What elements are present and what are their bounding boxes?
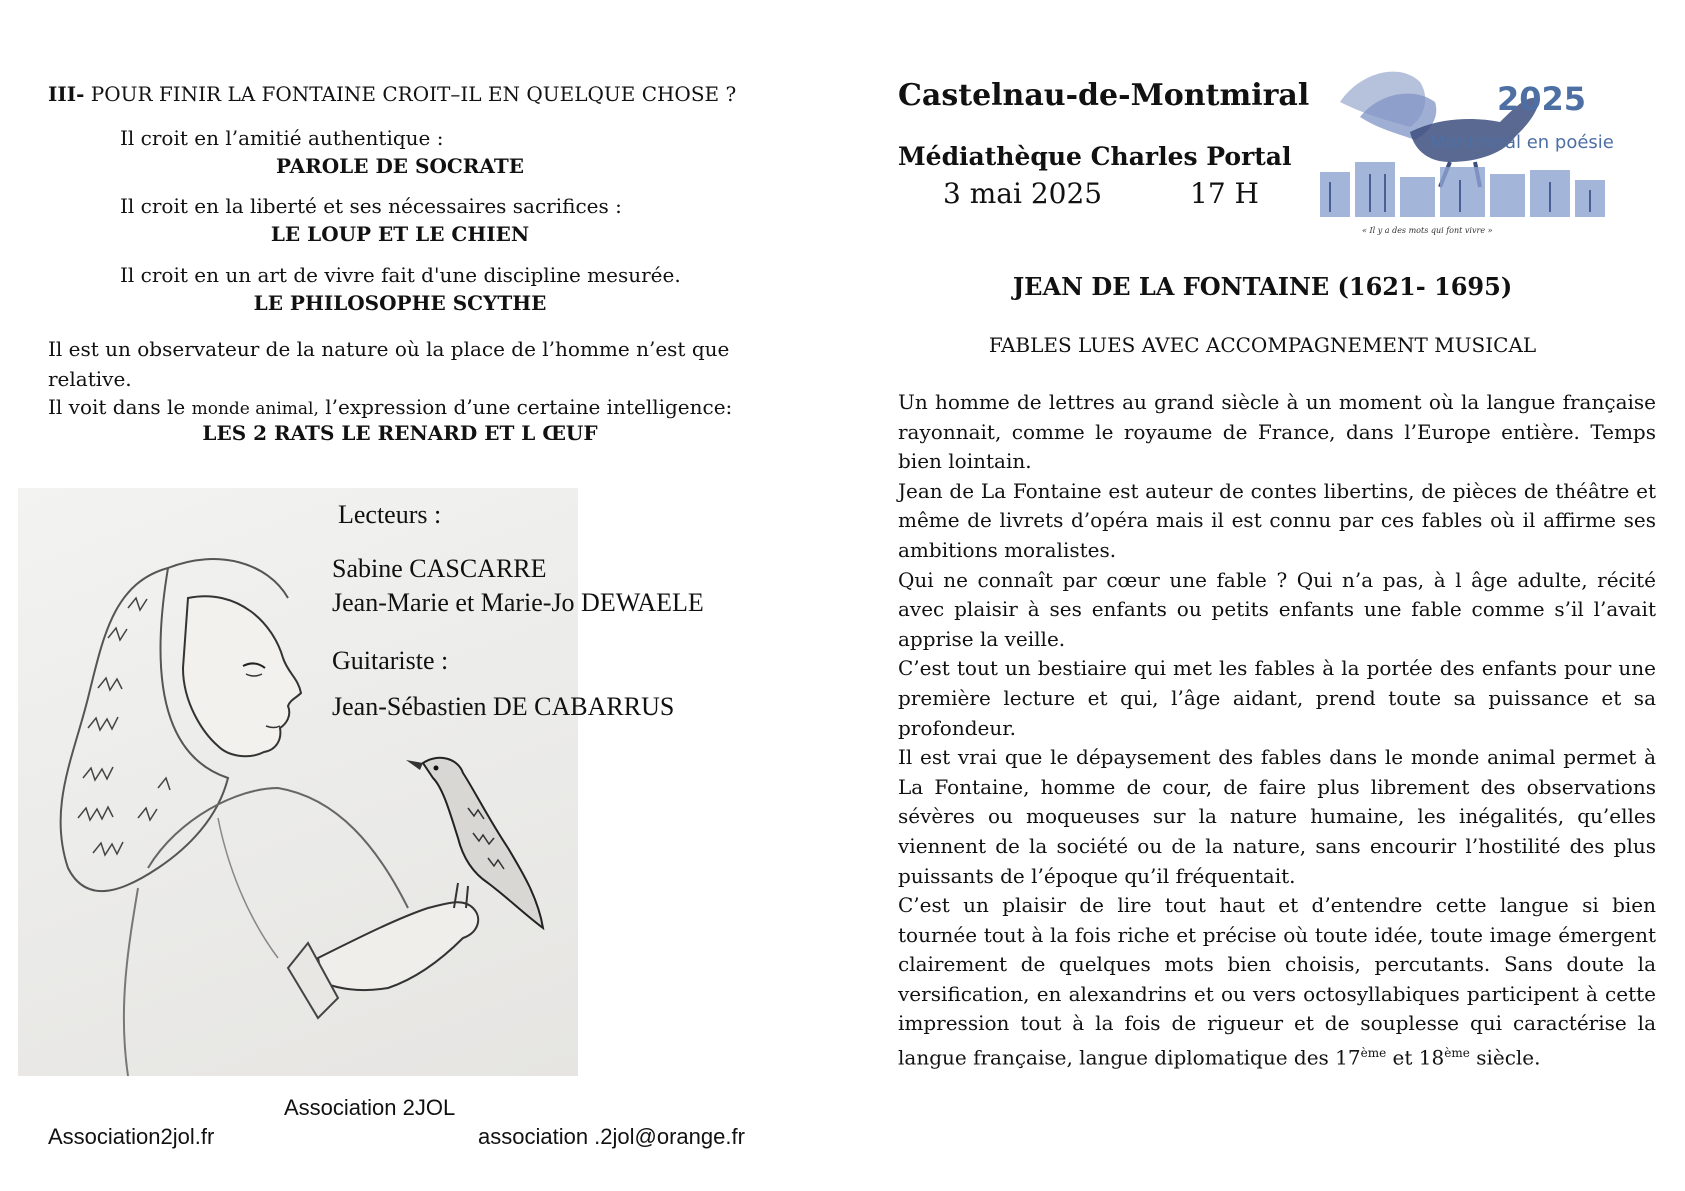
animal-line-end: l’expression d’une certaine intelligence: [318,395,733,419]
section-number: III- [48,82,85,106]
reader-1: Sabine CASCARRE [332,554,547,583]
paragraph-6-start: C’est un plaisir de lire tout haut et d’entendre cette langue si bien tournée tout à la fois riche et précise où toute idée, toute image émergent clairement de quelques mots bien choisis, percutants. Sans doute la versification, en alexandrins et ou vers octosyllabiques participent à cette impression tout à la fois de rigueur et de souplesse qui caractérise la langue française, langue diplomatique des 17 [898,893,1656,1070]
event-date: 3 mai 2025 [943,177,1103,210]
body-text [898,388,1656,1073]
fable-philosophe-scythe: LE PHILOSOPHE SCYTHE [253,291,547,315]
paragraph-6-end: siècle. [1469,1045,1541,1070]
association-website[interactable]: Association2jol.fr [48,1124,215,1149]
guitarist-name: Jean-Sébastien DE CABARRUS [332,692,675,721]
animal-line [48,392,732,424]
library-name: Médiathèque Charles Portal [898,142,1292,171]
logo-motto: « Il y a des mots qui font vivre » [1362,226,1493,235]
reader-2: Jean-Marie et Marie-Jo DEWAELE [332,588,704,617]
portrait-drawing [18,488,704,1076]
fable-loup-et-chien: LE LOUP ET LE CHIEN [270,222,530,246]
fable-parole-de-socrate: PAROLE DE SOCRATE [276,154,524,178]
paragraph-6-middle: et 18 [1386,1045,1445,1070]
event-time: 17 H [1190,177,1259,210]
paragraph-3: Qui ne connaît par cœur une fable ? Qui n’a pas, à l âge adulte, récité avec plaisir à ses enfants ou petits enfants une fable comme s’il l’avait apprise la veille. [898,567,1656,651]
paragraph-6 [898,891,1656,1073]
paragraph-4: C’est tout un bestiaire qui met les fables à la portée des enfants pour une première lecture et qui, l’âge aidant, prend toute sa puissance et sa profondeur. [898,656,1656,740]
animal-line-small: monde animal, [191,399,319,419]
fable-2-rats: LES 2 RATS LE RENARD ET L ŒUF [202,421,598,445]
paragraph-2: Jean de La Fontaine est auteur de contes libertins, de pièces de théâtre et même de livrets d’opéra mais il est connu par ces fables où il affirme ses ambitions moralistes. [898,478,1656,562]
readers-label: Lecteurs : [338,500,442,529]
paragraph-5: Il est vrai que le dépaysement des fables dans le monde animal permet à La Fontaine, homme de cour, de faire plus librement des observations sévères ou moqueuses sur la nature humaine, les inégalités, qu’elles viennent de la société ou de la nature, sans encourir l’hostilité des plus puissants de l’époque qu’il fréquentait. [898,745,1656,888]
animal-line-start: Il voit dans le [48,395,192,419]
logo-text: Montmiral en poésie [1430,132,1614,153]
belief-friendship: Il croit en l’amitié authentique : [120,126,444,150]
subtitle: FABLES LUES AVEC ACCOMPAGNEMENT MUSICAL [988,333,1537,357]
section-title [48,82,736,106]
observer-line-2: relative. [48,367,132,391]
belief-art-of-living: Il croit en un art de vivre fait d'une discipline mesurée. [120,263,681,287]
paragraph-1: Un homme de lettres au grand siècle à un moment où la langue française rayonnait, comme le royaume de France, dans l’Europe entière. Temps bien lointain. [898,390,1656,474]
main-title: JEAN DE LA FONTAINE (1621- 1695) [1012,272,1513,301]
belief-freedom: Il croit en la liberté et ses nécessaires sacrifices : [120,194,622,218]
section-title-text: POUR FINIR LA FONTAINE CROIT–IL EN QUELQUE CHOSE ? [84,82,737,106]
guitarist-label: Guitariste : [332,646,449,675]
ordinal-17: ème [1360,1046,1387,1061]
town-name: Castelnau-de-Montmiral [898,78,1310,113]
observer-line-1: Il est un observateur de la nature où la place de l’homme n’est que [48,337,730,361]
association-email[interactable]: association .2jol@orange.fr [478,1124,745,1149]
ordinal-18: ème [1444,1046,1470,1061]
association-name: Association 2JOL [284,1095,456,1120]
logo-year: 2025 [1497,80,1587,118]
